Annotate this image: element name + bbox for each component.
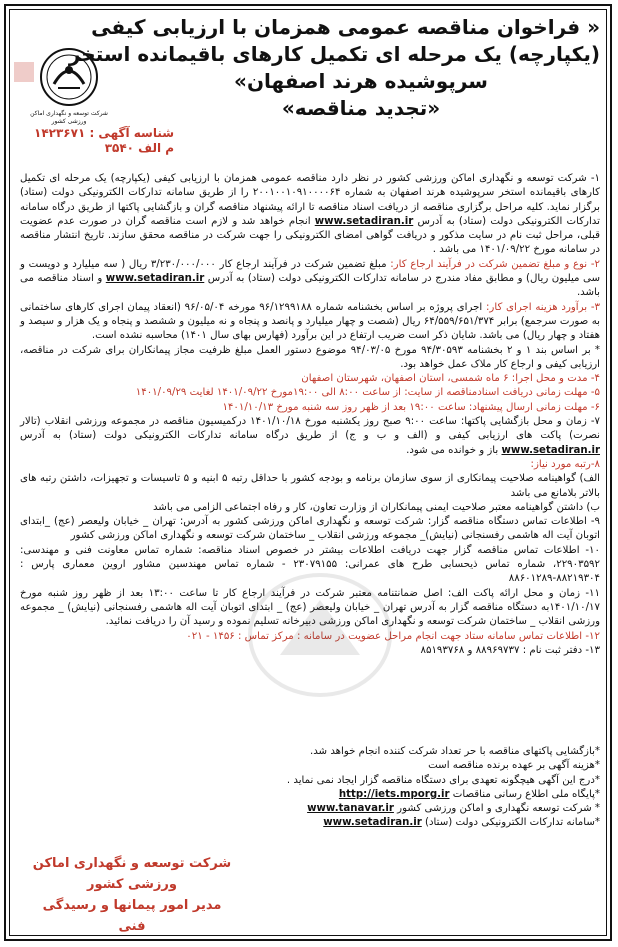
clause-7 [20, 415, 600, 458]
clause-8b: ب) داشتن گواهینامه معتبر صلاحیت ایمنی پیمانکاران از وزارت تعاون، کار و رفاه اجتماعی الزامی می باشد [152, 501, 600, 513]
clause-2 [20, 258, 600, 301]
note-item [180, 802, 600, 816]
clause-text: باز و خوانده می شود. [406, 444, 499, 456]
ad-number-block [34, 126, 174, 156]
clause-text: مبلغ تضمین شرکت در فرآیند ارجاع کار ۳/۲۳۰/۰۰۰/۰۰۰ ریال ( سه میلیارد و دویست و سی میلیون ریال) و مطابق مفاد مندرج در سامانه تدارکات الکترونیکی دولت (ستاد) به آدرس [20, 258, 601, 285]
clause-text: اجرای پروژه بر اساس بخشنامه شماره ۹۶/۱۲۹۹۱۸۸ مورخه ۹۶/۰۵/۰۴ (انعقاد پیمان اجرای کارهای ساختمانی به صورت سرجمع) برابر ۶۴/۵۵۹/۶۵۱/۳۷۴ ریال (شصت و چهار میلیارد و پانصد و پنجاه و نه میلیون و ششصد و پنجاه و یک هزار و سیصد و هفتاد و چهار ریال) می باشد. شایان ذکر است ضریب ارتفاع در این برآورد (فهارس بهای سال ۱۴۰۱) محاسبه نشده است. [20, 301, 600, 342]
setadiran-link[interactable]: www.setadiran.ir [105, 273, 205, 285]
signature-block [32, 853, 232, 937]
clause-5: ۵- مهلت زمانی دریافت اسنادمناقصه از سایت: از ساعت ۸:۰۰ الی ۱۹:۰۰مورخ ۱۴۰۱/۰۹/۲۲ لغایت ۱۴۰۱/۰۹/۲۹ [135, 387, 600, 399]
setadiran-link[interactable]: www.setadiran.ir [314, 215, 414, 227]
clause-8: ۸-رتبه مورد نیاز: [530, 458, 600, 470]
clause-10: ۱۰- اطلاعات تماس مناقصه گزار جهت دریافت اطلاعات بیشتر در خصوص اسناد مناقصه: شماره تماس معاونت فنی و مهندسی: ۲۲۹۰۳۵۹۲، شماره تماس ذیحسابی طرح های عمرانی: ۲۳۰۷۹۱۵۵ - شماره تماس مهندسین مشاور اروین معماری پارس : ۸۸۲۱۹۳۰۴-۸۸۶۰۱۲۸۹ [20, 544, 600, 585]
notice-title [68, 14, 600, 122]
clause-text: ۱- شرکت توسعه و نگهداری اماکن ورزشی کشور در نظر دارد مناقصه عمومی همزمان با ارزیابی کیفی (یکپارچه) یک مرحله ای تکمیل کارهای باقیمانده استخر سرپوشیده هرند اصفهان به شماره ۲۰۰۱۰۰۱۰۹۱۰۰۰۰۶۴ را از طریق سامانه تدارکات الکترونیکی دولت (ستاد) برگزار نماید. کلیه مراحل برگزاری مناقصه از دریافت اسناد مناقصه تا ارائه پیشنهاد مناقصه گران و بازگشایی پاکتها از طریق درگاه سامانه تدارکات الکترونیکی دولت (ستاد) به آدرس [20, 173, 600, 227]
clause-13: ۱۳- دفتر ثبت نام : ۸۸۹۶۹۷۳۷ و ۸۵۱۹۳۷۶۸ [420, 644, 600, 656]
clause-text: انجام خواهد شد و لازم است مناقصه گران در صورت عدم عضویت قبلی، مراحل ثبت نام در سایت مذکور و دریافت گواهی امضای الکترونیکی را جهت شرکت در مناقصه محقق سازند. تاریخ انتشار مناقصه در سامانه مورخ ۱۴۰۱/۰۹/۲۲ می باشد . [20, 215, 600, 256]
iets-link[interactable]: http://iets.mporg.ir [338, 788, 450, 800]
ad-id: شناسه آگهی : ۱۴۲۳۶۷۱ [34, 126, 175, 140]
setadiran-link[interactable]: www.setadiran.ir [323, 817, 422, 829]
note-item [180, 788, 600, 802]
title-line: (یکپارچه) یک مرحله ای تکمیل کارهای باقیمانده استخر [68, 42, 600, 66]
clause-12: ۱۲- اطلاعات تماس سامانه ستاد جهت انجام مراحل عضویت در سامانه : مرکز تماس : ۱۴۵۶ - ۰۲۱ [186, 630, 600, 642]
note-text: * شرکت توسعه نگهداری و اماکن ورزشی کشور [397, 803, 600, 815]
footer-company: شرکت توسعه و نگهداری اماکن ورزشی کشور [32, 856, 232, 892]
clause-6: ۶- مهلت زمانی ارسال پیشنهاد: ساعت ۱۹:۰۰ بعد از ظهر روز سه شنبه مورخ ۱۴۰۱/۱۰/۱۳ [222, 401, 600, 413]
clause-text: و اسناد مناقصه می باشد. [20, 273, 600, 299]
clause-3-note: * بر اساس بند ۱ و ۲ بخشنامه ۹۴/۳۰۵۹۳ مورخ ۹۴/۰۳/۰۵ موضوع دستور العمل مبلغ ظرفیت مجاز پیمانکاران برای شرکت در مناقصه، ارزیابی کیفی و ارجاع کار ملاک عمل خواهد بود. [20, 344, 600, 370]
clause-label: ۲- نوع و مبلغ تضمین شرکت در فرآیند ارجاع کار: [390, 258, 600, 270]
title-line: « فراخوان مناقصه عمومی همزمان با ارزیابی کیفی [91, 15, 600, 39]
clause-9: ۹- اطلاعات تماس دستگاه مناقصه گزار: شرکت توسعه و نگهداری اماکن ورزشی کشور به آدرس: تهران _ خیابان ولیعصر (عج) _ابتدای اتوبان آیت اله هاشمی رفسنجانی (نیایش)_ مجموعه ورزشی انقلاب _ ساختمان شرکت توسعه و نگهداری اماکن ورزشی کشور [20, 516, 600, 542]
tanavar-link[interactable]: www.tanavar.ir [307, 803, 394, 815]
clause-11: ۱۱- زمان و محل ارائه پاکت الف: اصل ضمانتنامه معتبر شرکت در فرآیند ارجاع کار تا ساعت ۱۳:۰۰ بعد از ظهر روز شنبه مورخ ۱۴۰۱/۱۰/۱۷به دستگاه مناقصه گزار به آدرس تهران _ خیابان ولیعصر (عج) _ ابتدای اتوبان آیت اله هاشمی رفسنجانی (نیایش) _ مجموعه ورزشی انقلاب _ ساختمان شرکت توسعه و نگهداری اماکن ورزشی دبیرخانه تسلیم نموده و رسید آن را دریافت نمائید. [20, 587, 600, 628]
footer-department: مدیر امور پیمانها و رسیدگی فنی [42, 898, 222, 934]
ad-ref: م الف ۳۵۴۰ [104, 141, 175, 155]
clause-1 [20, 172, 600, 258]
title-line: «تجدید مناقصه» [281, 96, 441, 120]
notice-body [20, 172, 600, 658]
note-text: *پایگاه ملی اطلاع رسانی مناقصات [452, 788, 600, 800]
clause-8a: الف) گواهینامه صلاحیت پیمانکاری از سوی سازمان برنامه و بودجه کشور با حداقل رتبه ۵ ابنیه و ۵ تاسیسات و تجهیزات، داشتن رتبه های بالاتر بلامانع می باشد [20, 473, 600, 499]
note-text: *سامانه تدارکات الکترونیکی دولت (ستاد) [425, 817, 600, 829]
clause-4: ۴- مدت و محل اجرا: ۶ ماه شمسی، استان اصفهان، شهرستان اصفهان [301, 373, 600, 385]
clause-3 [20, 301, 600, 344]
note-item: *بازگشایی پاکتهای مناقصه با حر تعداد شرکت کننده انجام خواهد شد. [309, 746, 600, 757]
note-item: *درج این آگهی هیچگونه تعهدی برای دستگاه مناقصه گزار ایجاد نمی نماید . [286, 774, 600, 786]
title-line: سرپوشیده هرند اصفهان» [234, 69, 488, 93]
clause-text: ۷- زمان و محل بازگشایی پاکتها: ساعت ۹:۰۰ صبح روز یکشنبه مورخ ۱۴۰۱/۱۰/۱۸ درکمیسیون مناقصه در مجموعه ورزشی انقلاب (تالار نصرت) پاکت های ارزیابی کیفی و (الف و ب و ج) از طریق درگاه سامانه تدارکات الکترونیکی دولت (ستاد) به آدرس [20, 416, 600, 442]
notes-list [180, 745, 600, 831]
setadiran-link[interactable]: www.setadiran.ir [501, 444, 600, 456]
note-item: *هزینه آگهی بر عهده برنده مناقصه است [428, 760, 600, 772]
clause-label: ۳- برآورد هزینه اجرای کار: [485, 301, 600, 313]
note-item [180, 816, 600, 830]
logo-caption: شرکت توسعه و نگهداری اماکن ورزشی کشور [30, 110, 108, 125]
